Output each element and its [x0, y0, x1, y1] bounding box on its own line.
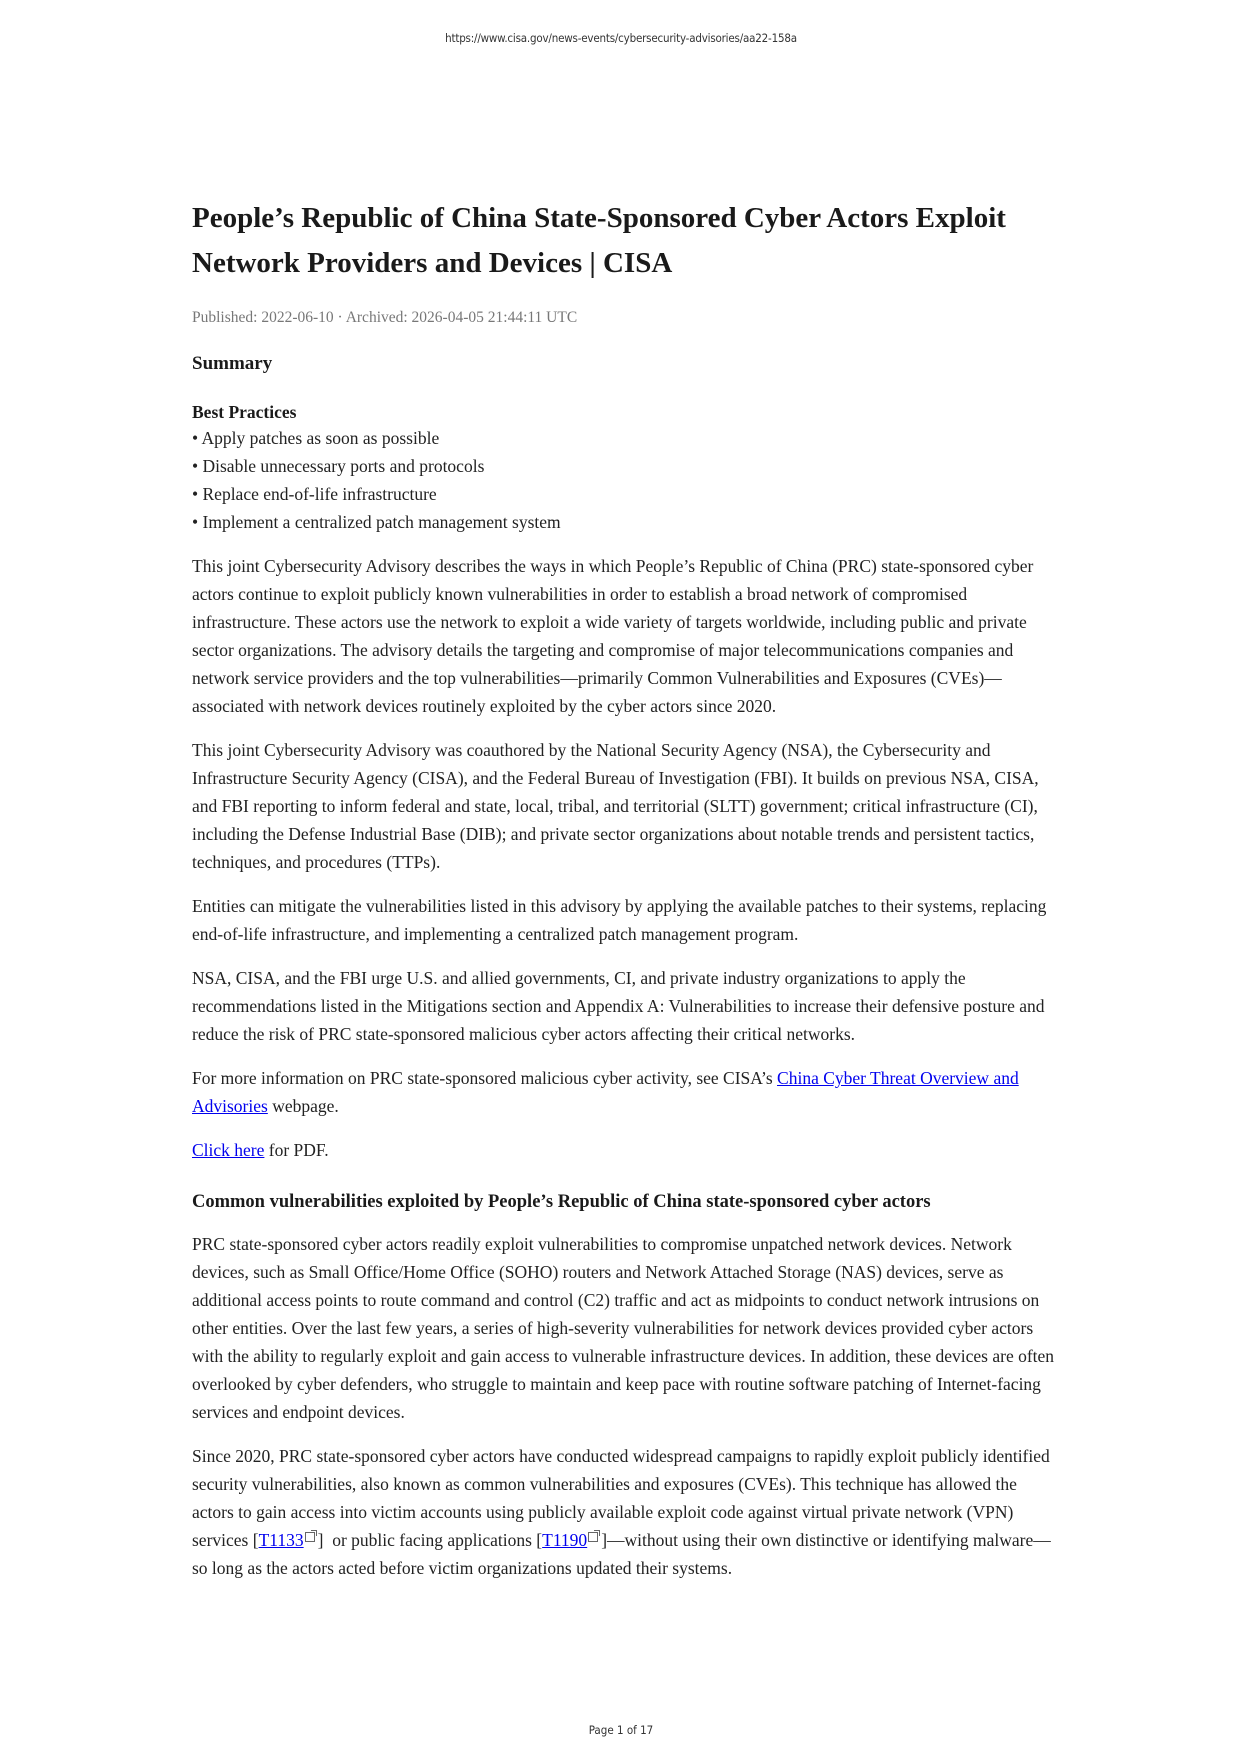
external-link-icon [588, 1532, 598, 1542]
text: for PDF. [264, 1140, 329, 1160]
paragraph: This joint Cybersecurity Advisory was coauthored by the National Security Agency (NSA), the Cybersecurity and Infrastructure Security Agency (CISA), and the Federal Bureau of Investigation (FBI). It builds on previous NSA, CISA, and FBI reporting to inform federal and state, local, tribal, and territorial (SLTT) government; critical infrastructure (CI), including the Defense Industrial Base (DIB); and private sector organizations about notable trends and persistent tactics, techniques, and procedures (TTPs). [192, 740, 1039, 872]
list-item: • Replace end-of-life infrastructure [192, 484, 437, 504]
text: ]—without using their own distinctive or identifying malware—so long as the actors acted before victim organizations updated their systems. [192, 1530, 1051, 1578]
pdf-paragraph [192, 1136, 1060, 1164]
text: webpage. [267, 1096, 339, 1116]
paragraph: PRC state-sponsored cyber actors readily exploit vulnerabilities to compromise unpatched network devices. Network devices, such as Small Office/Home Office (SOHO) routers and Network Attached Storage (NAS) devices, serve as additional access points to route command and control (C2) traffic and act as midpoints to conduct network intrusions on other entities. Over the last few years, a series of high-severity vulnerabilities for network devices provided cyber actors with the ability to regularly exploit and gain access to vulnerable infrastructure devices. In addition, these devices are often overlooked by cyber defenders, who struggle to maintain and keep pace with routine software patching of Internet-facing services and endpoint devices. [192, 1234, 1055, 1422]
text: ] or public facing applications [ [317, 1530, 543, 1550]
text: Since 2020, PRC state-sponsored cyber actors have conducted widespread campaigns to rapidly exploit publicly identified security vulnerabilities, also known as common vulnerabilities and exposures (CVEs). This technique has allowed the actors to gain access into victim accounts using publicly available exploit code against virtual private network (VPN) services [ [192, 1446, 1050, 1550]
pdf-link[interactable]: Click here [192, 1140, 265, 1160]
list-item: • Implement a centralized patch management system [192, 512, 561, 532]
paragraph: This joint Cybersecurity Advisory describes the ways in which People’s Republic of China (PRC) state-sponsored cyber actors continue to exploit publicly known vulnerabilities in order to establish a broad network of compromised infrastructure. These actors use the network to exploit a wide variety of targets worldwide, including public and private sector organizations. The advisory details the targeting and compromise of major telecommunications companies and network service providers and the top vulnerabilities—primarily Common Vulnerabilities and Exposures (CVEs)—associated with network devices routinely exploited by the cyber actors since 2020. [192, 556, 1034, 716]
more-info-paragraph [192, 1064, 1060, 1120]
paragraph [192, 1442, 1060, 1582]
t1190-link[interactable]: T1190 [542, 1530, 588, 1550]
paragraph: Entities can mitigate the vulnerabilities listed in this advisory by applying the available patches to their systems, replacing end-of-life infrastructure, and implementing a centralized patch management program. [192, 896, 1047, 944]
page-title: People’s Republic of China State-Sponsored Cyber Actors Exploit Network Providers and Devices | CISA [192, 202, 1006, 279]
publish-meta: Published: 2022-06-10 · Archived: 2026-04-05 21:44:11 UTC [192, 309, 578, 326]
section-heading: Common vulnerabilities exploited by People’s Republic of China state-sponsored cyber actors [192, 1192, 931, 1212]
list-item: • Apply patches as soon as possible [192, 428, 440, 448]
paragraph: NSA, CISA, and the FBI urge U.S. and allied governments, CI, and private industry organizations to apply the recommendations listed in the Mitigations section and Appendix A: Vulnerabilities to increase their defensive posture and reduce the risk of PRC state-sponsored malicious cyber actors affecting their critical networks. [192, 968, 1045, 1044]
summary-heading: Summary [192, 353, 273, 374]
china-cyber-threat-link[interactable]: China Cyber Threat Overview and Advisories [192, 1068, 1019, 1116]
article [192, 196, 1060, 1582]
text: For more information on PRC state-sponsored malicious cyber activity, see CISA’s [192, 1068, 778, 1088]
page-number: Page 1 of 17 [588, 1723, 654, 1737]
t1133-link[interactable]: T1133 [258, 1530, 304, 1550]
best-practices-heading: Best Practices [192, 402, 297, 422]
best-practices-list [192, 424, 1060, 536]
page-url: https://www.cisa.gov/news-events/cybersecurity-advisories/aa22-158a [445, 31, 797, 45]
external-link-icon [305, 1532, 315, 1542]
list-item: • Disable unnecessary ports and protocols [192, 456, 485, 476]
